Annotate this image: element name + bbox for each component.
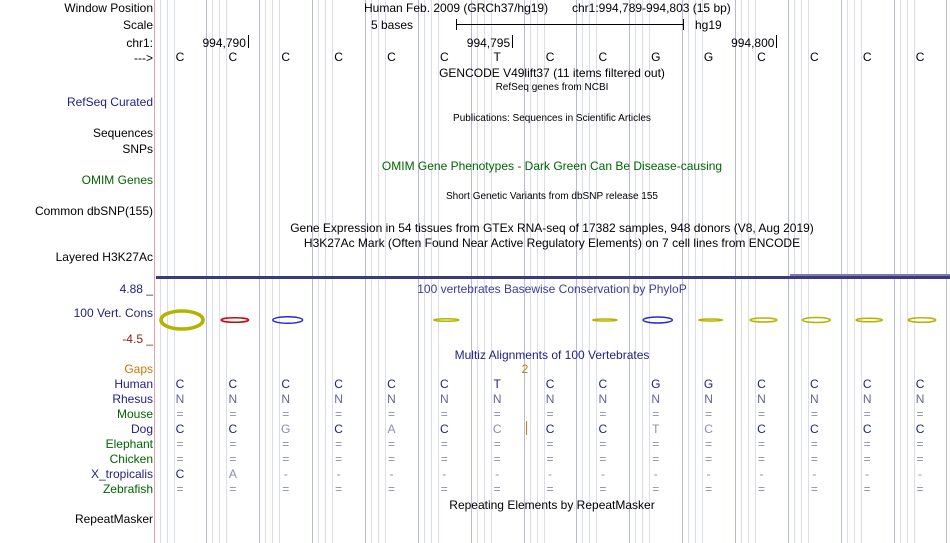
multiz-title[interactable]: Multiz Alignments of 100 Vertebrates xyxy=(454,348,650,362)
species-label[interactable]: Chicken xyxy=(109,452,153,466)
refseq-title[interactable]: RefSeq genes from NCBI xyxy=(495,82,609,93)
h3k27ac-signal-cap xyxy=(790,274,950,276)
conservation-glyph xyxy=(699,319,723,321)
h3k27ac-signal-bar xyxy=(156,276,950,279)
position-tick-label: 994,795 xyxy=(466,36,511,50)
species-label[interactable]: Mouse xyxy=(116,407,153,421)
label-divider xyxy=(154,0,155,543)
conservation-glyph xyxy=(273,317,303,324)
position-tick-mark xyxy=(776,35,777,48)
repeatmasker-label[interactable]: RepeatMasker xyxy=(74,512,153,526)
conservation-glyph xyxy=(802,318,830,323)
species-label[interactable]: Elephant xyxy=(105,437,153,451)
insertion-marker xyxy=(526,421,527,435)
scale-db: hg19 xyxy=(695,18,722,32)
conservation-title[interactable]: 100 vertebrates Basewise Conservation by PhyloP xyxy=(417,282,687,296)
conservation-glyph xyxy=(161,311,203,329)
dbsnp-label[interactable]: Common dbSNP(155) xyxy=(34,204,153,218)
species-label[interactable]: Dog xyxy=(130,422,153,436)
repeatmasker-title[interactable]: Repeating Elements by RepeatMasker xyxy=(449,498,655,512)
h3k27ac-title[interactable]: H3K27Ac Mark (Often Found Near Active Regulatory Elements) on 7 cell lines from ENCODE xyxy=(303,236,801,250)
window-position-label: Window Position xyxy=(64,1,153,15)
gap-count: 2 xyxy=(521,362,529,376)
conservation-glyph xyxy=(908,318,935,323)
species-label[interactable]: Zebrafish xyxy=(102,482,153,496)
conservation-ymin: -4.5 _ xyxy=(122,332,153,346)
position-tick-mark xyxy=(248,35,249,48)
conservation-glyph xyxy=(221,318,248,323)
conservation-glyph xyxy=(856,318,882,322)
assembly-name: Human Feb. 2009 (GRCh37/hg19) xyxy=(364,1,549,15)
h3k27ac-label[interactable]: Layered H3K27Ac xyxy=(55,250,153,264)
snps-label[interactable]: SNPs xyxy=(122,142,153,156)
position-tick-label: 994,790 xyxy=(202,36,246,50)
chrom-label: chr1: xyxy=(126,36,153,50)
scale-label: Scale xyxy=(122,18,153,32)
species-label[interactable]: Human xyxy=(114,377,153,391)
position-tick-label: 994,800 xyxy=(731,36,775,50)
species-label[interactable]: Rhesus xyxy=(112,392,153,406)
omim-label[interactable]: OMIM Genes xyxy=(81,173,153,187)
species-label[interactable]: X_tropicalis xyxy=(90,467,153,481)
gtex-title[interactable]: Gene Expression in 54 tissues from GTEx RNA-seq of 17382 samples, 948 donors (V8, Aug 2019) xyxy=(290,221,814,235)
refseq-label[interactable]: RefSeq Curated xyxy=(66,95,153,109)
gaps-label: Gaps xyxy=(124,362,153,376)
gencode-title[interactable]: GENCODE V49lift37 (11 items filtered out) xyxy=(439,66,665,80)
conservation-label[interactable]: 100 Vert. Cons xyxy=(73,306,153,320)
conservation-glyph xyxy=(643,317,672,323)
conservation-glyph xyxy=(750,318,777,322)
strand-arrow-icon: ---> xyxy=(134,51,153,65)
conservation-ymax: 4.88 _ xyxy=(119,282,153,296)
sequences-label[interactable]: Sequences xyxy=(92,126,153,140)
scale-bar xyxy=(456,24,684,25)
conservation-glyph xyxy=(434,319,459,322)
sequences-title[interactable]: Publications: Sequences in Scientific Articles xyxy=(453,113,651,124)
position-tick-mark xyxy=(512,35,513,48)
omim-title[interactable]: OMIM Gene Phenotypes - Dark Green Can Be Disease-causing xyxy=(381,159,723,173)
dbsnp-title[interactable]: Short Genetic Variants from dbSNP release 155 xyxy=(446,191,658,202)
scale-text: 5 bases xyxy=(371,18,414,32)
conservation-glyph xyxy=(593,319,617,321)
window-position-value[interactable]: chr1:994,789-994,803 (15 bp) xyxy=(572,1,731,15)
